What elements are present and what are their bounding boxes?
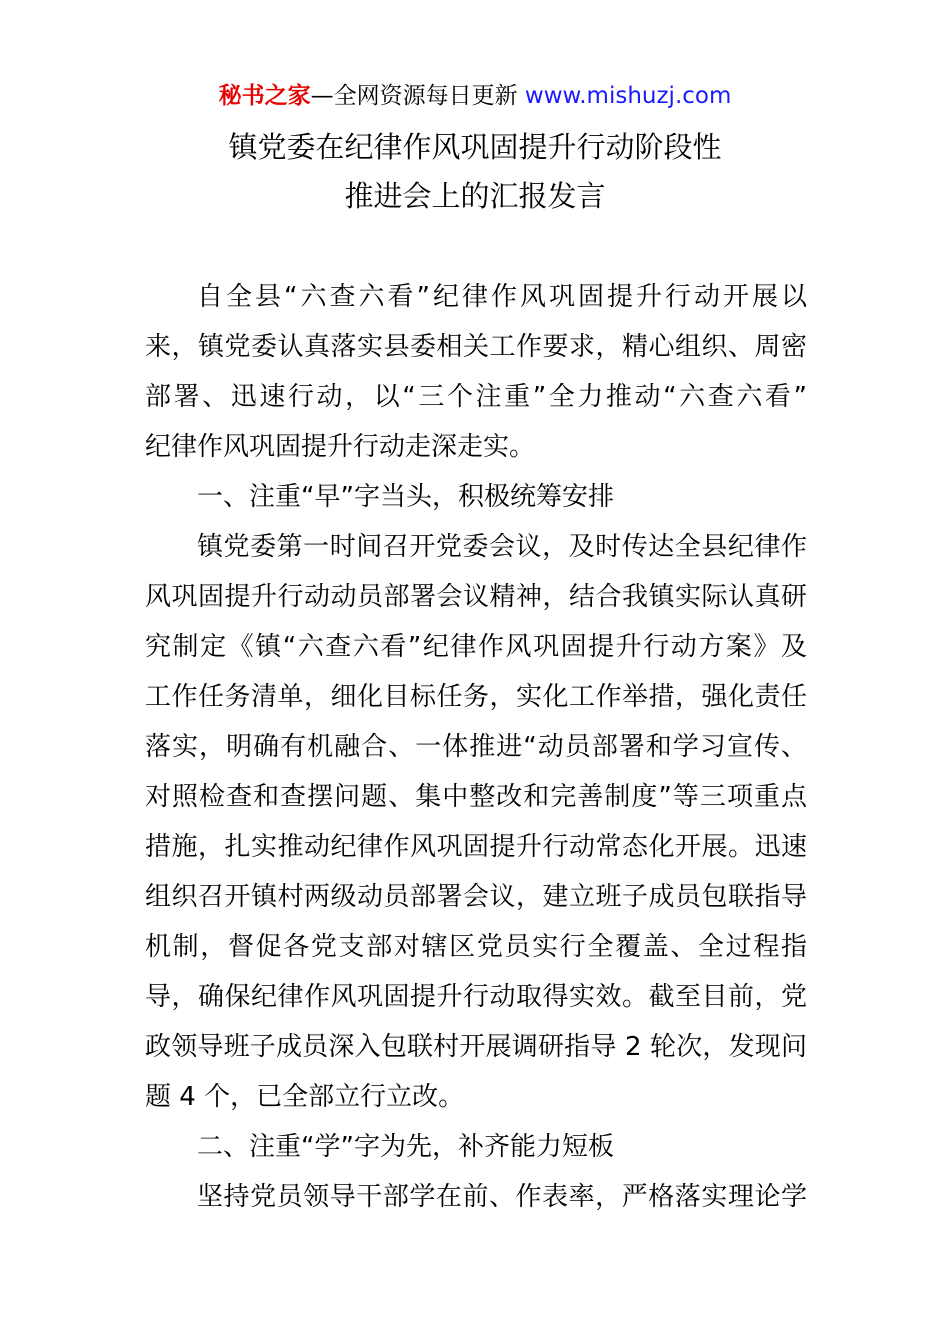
site-header [0, 80, 950, 112]
section-1-line: 镇党委第一时间召开党委会议，及时传达全县纪律作 [197, 532, 807, 562]
section-1-line: 风巩固提升行动动员部署会议精神，结合我镇实际认真研 [145, 582, 807, 612]
section-1-line: 落实，明确有机融合、一体推进“动员部署和学习宣传、 [145, 732, 807, 762]
section-1-line: 究制定《镇“六查六看”纪律作风巩固提升行动方案》及 [145, 632, 807, 662]
section-1-line: 工作任务清单，细化目标任务，实化工作举措，强化责任 [145, 682, 807, 712]
section-1-heading: 一、注重“早”字当头，积极统筹安排 [197, 482, 614, 512]
section-1-line: 措施，扎实推动纪律作风巩固提升行动常态化开展。迅速 [145, 832, 807, 862]
section-2-line: 坚持党员领导干部学在前、作表率，严格落实理论学 [197, 1182, 807, 1212]
intro-line: 来，镇党委认真落实县委相关工作要求，精心组织、周密 [145, 332, 807, 362]
section-1-line: 导，确保纪律作风巩固提升行动取得实效。截至目前，党 [145, 982, 807, 1012]
site-url-link[interactable]: www.mishuzj.com [524, 83, 732, 109]
section-1-line: 机制，督促各党支部对辖区党员实行全覆盖、全过程指 [145, 932, 807, 962]
document-title-line-2: 推进会上的汇报发言 [344, 179, 606, 213]
section-2-heading: 二、注重“学”字为先，补齐能力短板 [197, 1132, 614, 1162]
brand-name: 秘书之家 [218, 83, 311, 109]
section-1-line: 政领导班子成员深入包联村开展调研指导 2 轮次，发现问 [145, 1032, 807, 1062]
header-slogan: —全网资源每日更新 [310, 83, 525, 109]
intro-line: 自全县“六查六看”纪律作风巩固提升行动开展以 [197, 282, 807, 312]
document-body [145, 272, 807, 1222]
section-1-line: 组织召开镇村两级动员部署会议，建立班子成员包联指导 [145, 882, 807, 912]
section-1-line: 对照检查和查摆问题、集中整改和完善制度”等三项重点 [145, 782, 807, 812]
document-title-line-1: 镇党委在纪律作风巩固提升行动阶段性 [228, 130, 722, 164]
section-1-line: 题 4 个，已全部立行立改。 [145, 1082, 465, 1112]
intro-line: 部署、迅速行动，以“三个注重”全力推动“六查六看” [145, 382, 807, 412]
intro-line: 纪律作风巩固提升行动走深走实。 [145, 432, 536, 462]
